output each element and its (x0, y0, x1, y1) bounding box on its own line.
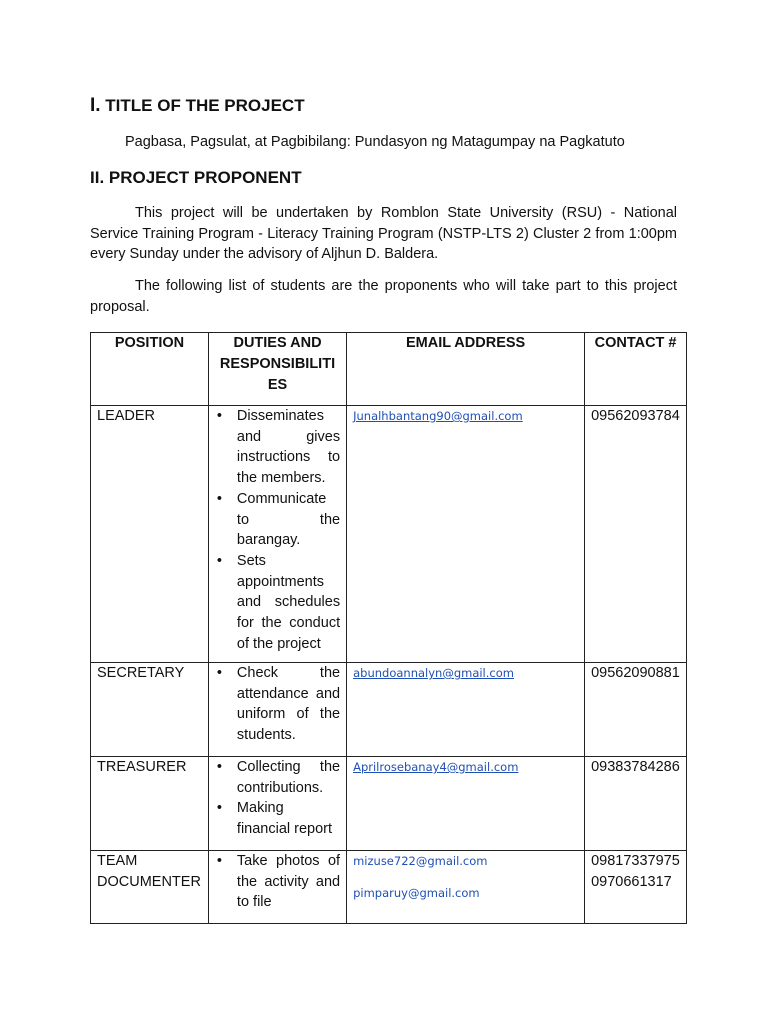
cell-duties (208, 406, 346, 663)
table-row (91, 757, 687, 851)
duty-item: • Sets appointments and schedules for the conduct of the project (237, 551, 340, 655)
cell-position: LEADER (91, 406, 209, 663)
cell-contact: 09383784286 (585, 757, 687, 851)
cell-duties (208, 851, 346, 924)
email-link[interactable]: abundoannalyn@gmail.com (353, 666, 514, 680)
contact-number: 09817337975 (591, 853, 680, 869)
section-heading-title: I. TITLE OF THE PROJECT (90, 95, 305, 116)
cell-duties (208, 663, 346, 757)
paragraph-intro: This project will be undertaken by Romblon State University (RSU) - National Service Training Program - Literacy Training Program (NSTP-LTS 2) Cluster 2 from 1:00pm every Sunday under the advisory of Aljhun D. Baldera. (90, 205, 677, 262)
cell-contact (585, 851, 687, 924)
cell-contact: 09562093784 (585, 406, 687, 663)
cell-email (347, 757, 585, 851)
email-link[interactable]: pimparuy@gmail.com (353, 886, 480, 900)
cell-position: TREASURER (91, 757, 209, 851)
duty-item: • Communicate to the barangay. (237, 489, 340, 551)
contact-number: 0970661317 (591, 873, 672, 890)
header-contact: CONTACT # (585, 333, 687, 406)
email-link[interactable]: Junalhbantang90@gmail.com (353, 409, 523, 423)
cell-position: SECRETARY (91, 663, 209, 757)
cell-duties (208, 757, 346, 851)
duty-item: • Take photos of the activity and to file (237, 851, 340, 913)
project-title: Pagbasa, Pagsulat, at Pagbibilang: Pundasyon ng Matagumpay na Pagkatuto (125, 134, 625, 150)
cell-position: TEAM DOCUMENTER (91, 851, 209, 924)
duty-item: • Disseminates and gives instructions to the members. (237, 406, 340, 489)
email-link[interactable]: mizuse722@gmail.com (353, 854, 488, 868)
table-header-row (91, 333, 687, 406)
table-row (91, 851, 687, 924)
duty-item: • Collecting the contributions. (237, 757, 340, 798)
table-row (91, 406, 687, 663)
cell-contact: 09562090881 (585, 663, 687, 757)
header-duties: DUTIES AND RESPONSIBILITI ES (208, 333, 346, 406)
proponents-table (90, 332, 687, 924)
header-email: EMAIL ADDRESS (347, 333, 585, 406)
paragraph-list-intro: The following list of students are the proponents who will take part to this project proposal. (90, 278, 677, 315)
cell-email (347, 851, 585, 924)
duty-item: • Check the attendance and uniform of the students. (237, 663, 340, 746)
cell-email (347, 406, 585, 663)
section-heading-proponent: II. PROJECT PROPONENT (90, 168, 302, 187)
table-row (91, 663, 687, 757)
email-link[interactable]: Aprilrosebanay4@gmail.com (353, 760, 519, 774)
cell-email (347, 663, 585, 757)
duty-item: • Making financial report (237, 798, 340, 839)
header-position: POSITION (91, 333, 209, 406)
